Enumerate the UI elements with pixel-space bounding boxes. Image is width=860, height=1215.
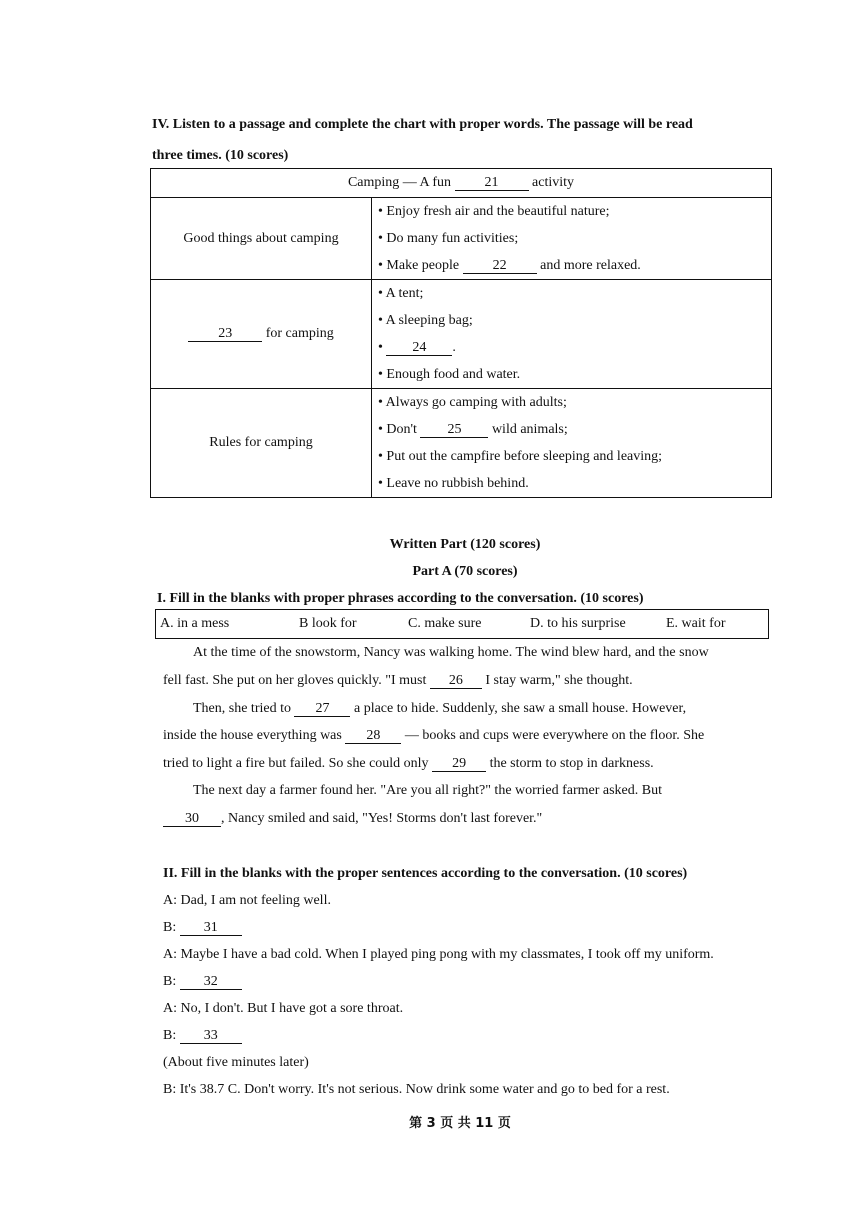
chart-item: • Leave no rubbish behind. xyxy=(378,476,529,491)
option-d: D. to his surprise xyxy=(530,616,626,631)
page-number: 第 3 页 共 11 页 xyxy=(409,1116,511,1131)
chart-item: • Don't 25 wild animals; xyxy=(378,422,568,437)
row-good-things-items xyxy=(372,198,772,280)
dialogue-line: B: 31 xyxy=(163,920,769,936)
story-line: Then, she tried to 27 a place to hide. Suddenly, she saw a small house. However, xyxy=(193,701,687,716)
story-line: inside the house everything was 28 — books and cups were everywhere on the floor. She xyxy=(163,728,705,743)
blank-26[interactable]: 26 xyxy=(430,674,482,689)
option-a: A. in a mess xyxy=(160,616,230,631)
story-line: At the time of the snowstorm, Nancy was walking home. The wind blew hard, and the snow xyxy=(193,645,709,660)
blank-30[interactable]: 30 xyxy=(163,812,221,827)
written-part-heading: Written Part (120 scores) xyxy=(389,537,541,552)
dialogue-line: B: 33 xyxy=(163,1028,769,1044)
row-rules-label: Rules for camping xyxy=(151,389,372,498)
camping-chart xyxy=(150,168,772,498)
chart-item: • A sleeping bag; xyxy=(378,313,473,328)
blank-29[interactable]: 29 xyxy=(432,757,486,772)
options-box xyxy=(155,609,769,639)
story-line: 30 , Nancy smiled and said, "Yes! Storms don't last forever." xyxy=(163,811,769,827)
row-needs-label: 23 for camping xyxy=(151,280,372,389)
chart-item: • Enough food and water. xyxy=(378,367,521,382)
blank-31[interactable]: 31 xyxy=(180,921,242,936)
dialogue-line: A: Maybe I have a bad cold. When I played ping pong with my classmates, I took off my uniform. xyxy=(163,947,714,962)
blank-33[interactable]: 33 xyxy=(180,1029,242,1044)
section-iv-title-line1: IV. Listen to a passage and complete the chart with proper words. The passage will be read xyxy=(152,117,693,132)
row-good-things-label: Good things about camping xyxy=(151,198,372,280)
option-b: B look for xyxy=(299,616,357,631)
dialogue-line: A: Dad, I am not feeling well. xyxy=(163,893,331,908)
blank-24[interactable]: 24 xyxy=(386,341,452,356)
chart-header-prefix: Camping — A fun xyxy=(347,175,452,190)
dialogue-line: A: No, I don't. But I have got a sore throat. xyxy=(163,1001,404,1016)
section-iv-title-line2: three times. (10 scores) xyxy=(152,148,289,163)
chart-header xyxy=(151,169,772,198)
dialogue-line: (About five minutes later) xyxy=(163,1055,309,1070)
dialogue-line: B: It's 38.7 C. Don't worry. It's not serious. Now drink some water and go to bed for a rest. xyxy=(163,1082,670,1097)
blank-25[interactable]: 25 xyxy=(420,423,488,438)
story-line: tried to light a fire but failed. So she could only 29 the storm to stop in darkness. xyxy=(163,756,654,771)
chart-item: • Enjoy fresh air and the beautiful nature; xyxy=(378,204,610,219)
chart-item: • Make people 22 and more relaxed. xyxy=(378,258,641,273)
chart-item: • A tent; xyxy=(378,286,424,301)
story-line: fell fast. She put on her gloves quickly. "I must 26 I stay warm," she thought. xyxy=(163,673,633,688)
blank-28[interactable]: 28 xyxy=(345,729,401,744)
chart-item: • Put out the campfire before sleeping and leaving; xyxy=(378,449,663,464)
chart-item: • Do many fun activities; xyxy=(378,231,519,246)
section-i-title: I. Fill in the blanks with proper phrases according to the conversation. (10 scores) xyxy=(157,591,644,606)
row-rules-items xyxy=(372,389,772,498)
blank-27[interactable]: 27 xyxy=(294,702,350,717)
story-line: The next day a farmer found her. "Are you all right?" the worried farmer asked. But xyxy=(193,783,662,798)
option-e: E. wait for xyxy=(666,616,726,631)
blank-21[interactable]: 21 xyxy=(455,176,529,191)
part-a-heading: Part A (70 scores) xyxy=(412,564,518,579)
chart-item: • 24 . xyxy=(378,340,456,355)
option-c: C. make sure xyxy=(408,616,482,631)
blank-23[interactable]: 23 xyxy=(188,327,262,342)
dialogue-line: B: 32 xyxy=(163,974,769,990)
row-needs-items xyxy=(372,280,772,389)
blank-32[interactable]: 32 xyxy=(180,975,242,990)
blank-22[interactable]: 22 xyxy=(463,259,537,274)
chart-item: • Always go camping with adults; xyxy=(378,395,567,410)
section-ii-title: II. Fill in the blanks with the proper sentences according to the conversation. (10 scores) xyxy=(163,866,688,881)
chart-header-suffix: activity xyxy=(532,175,575,190)
